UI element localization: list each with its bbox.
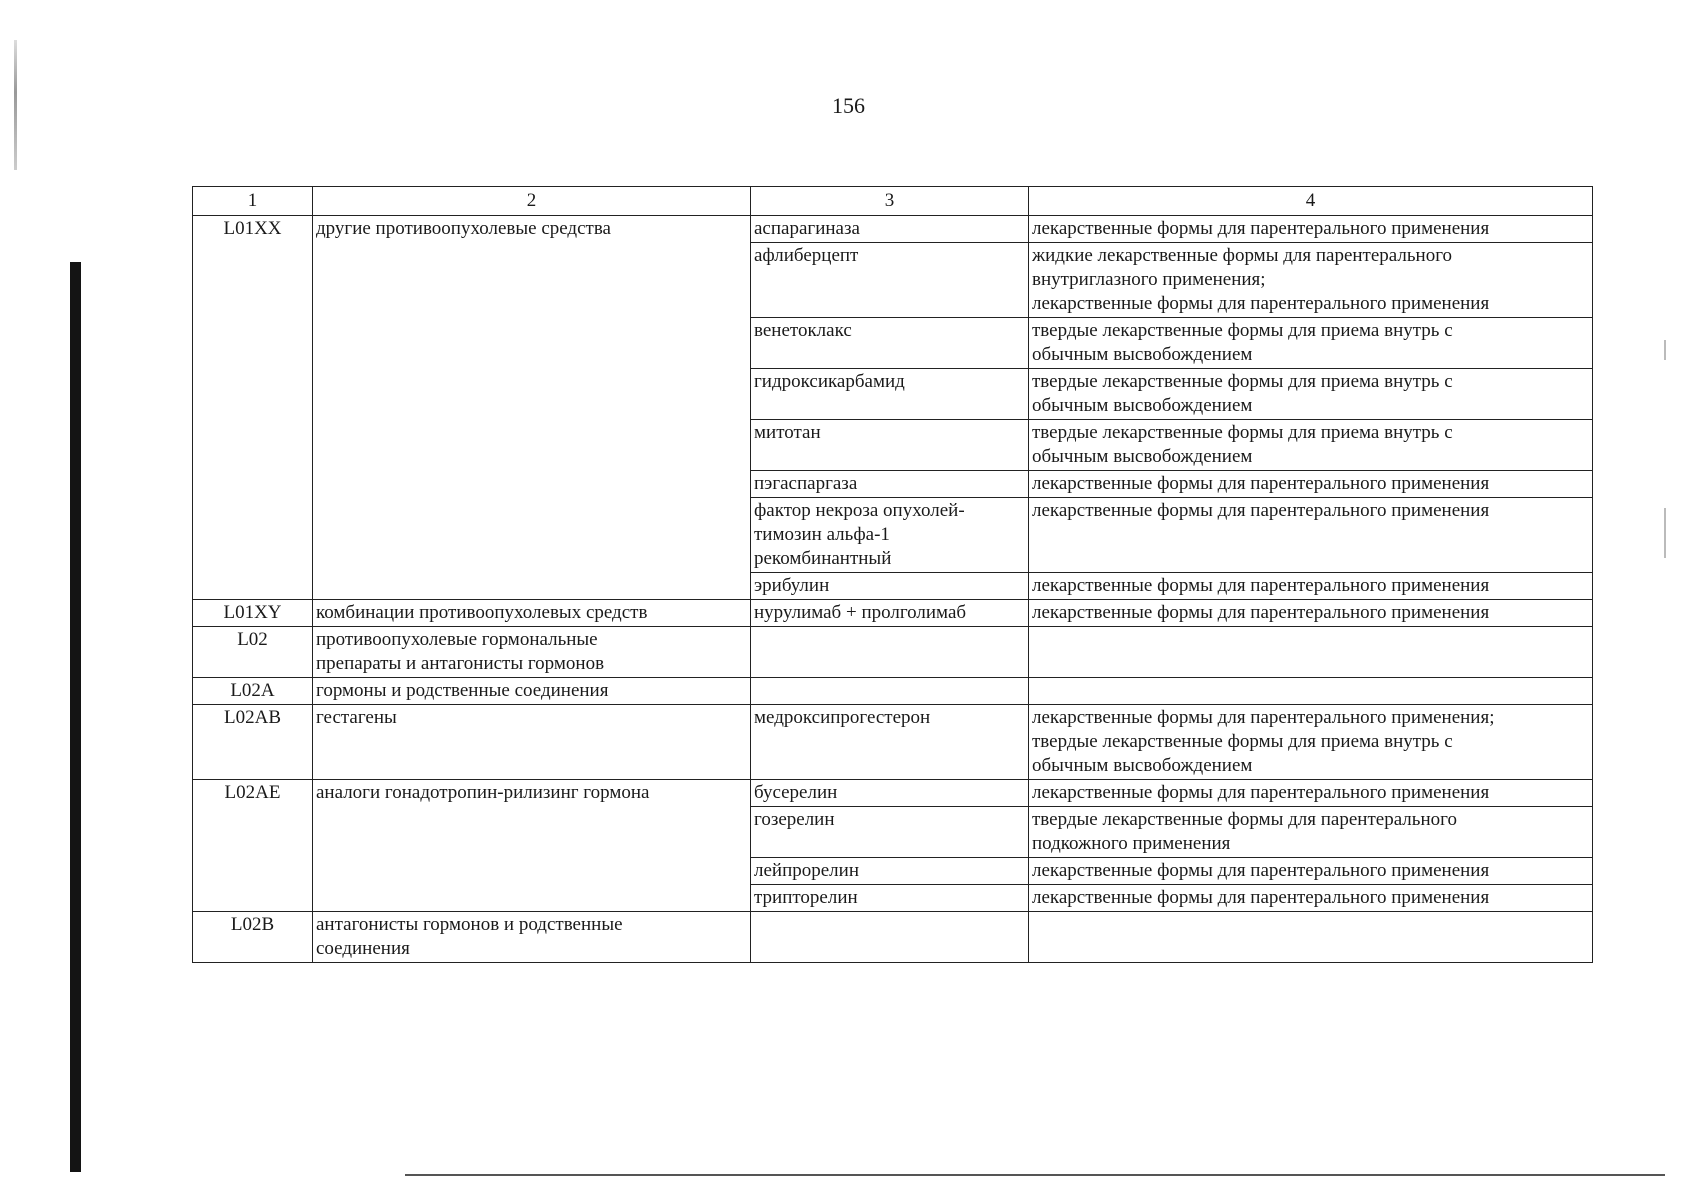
table-row <box>193 705 1593 780</box>
drug-name: митотан <box>751 420 1029 471</box>
drug-name: нурулимаб + пролголимаб <box>751 600 1029 627</box>
table-header-row <box>193 187 1593 216</box>
table-row <box>193 780 1593 807</box>
atc-group: гестагены <box>313 705 751 780</box>
dosage-form: лекарственные формы для парентерального применения <box>1029 858 1593 885</box>
column-header: 1 <box>193 187 313 216</box>
drug-name: эрибулин <box>751 573 1029 600</box>
dosage-form: твердые лекарственные формы для приема внутрь с обычным высвобождением <box>1029 369 1593 420</box>
drug-name <box>751 627 1029 678</box>
column-header: 2 <box>313 187 751 216</box>
scan-mark <box>1664 340 1666 360</box>
drug-name <box>751 678 1029 705</box>
dosage-form: лекарственные формы для парентерального применения <box>1029 498 1593 573</box>
table-row <box>193 912 1593 963</box>
drug-name <box>751 912 1029 963</box>
table-row <box>193 678 1593 705</box>
dosage-form: лекарственные формы для парентерального применения <box>1029 573 1593 600</box>
drug-name: лейпрорелин <box>751 858 1029 885</box>
dosage-form <box>1029 912 1593 963</box>
drug-name: пэгаспаргаза <box>751 471 1029 498</box>
column-header: 4 <box>1029 187 1593 216</box>
dosage-form: твердые лекарственные формы для приема внутрь с обычным высвобождением <box>1029 420 1593 471</box>
atc-code: L02B <box>193 912 313 963</box>
scan-edge-shadow <box>70 262 81 1172</box>
page-number: 156 <box>832 93 865 118</box>
dosage-form: лекарственные формы для парентерального применения; твердые лекарственные формы для приема внутрь с обычным высвобождением <box>1029 705 1593 780</box>
bottom-rule <box>405 1174 1665 1176</box>
dosage-form <box>1029 627 1593 678</box>
drug-name: гидроксикарбамид <box>751 369 1029 420</box>
table-row <box>193 627 1593 678</box>
atc-group: комбинации противоопухолевых средств <box>313 600 751 627</box>
atc-group: противоопухолевые гормональные препараты и антагонисты гормонов <box>313 627 751 678</box>
atc-code: L01XY <box>193 600 313 627</box>
dosage-form: лекарственные формы для парентерального применения <box>1029 600 1593 627</box>
drug-name: гозерелин <box>751 807 1029 858</box>
scan-mark <box>1664 508 1666 558</box>
dosage-form: жидкие лекарственные формы для парентерального внутриглазного применения; лекарственные формы для парентерального применения <box>1029 243 1593 318</box>
drug-name: фактор некроза опухолей- тимозин альфа-1 рекомбинантный <box>751 498 1029 573</box>
column-header: 3 <box>751 187 1029 216</box>
dosage-form: лекарственные формы для парентерального применения <box>1029 216 1593 243</box>
dosage-form: лекарственные формы для парентерального применения <box>1029 780 1593 807</box>
dosage-form: лекарственные формы для парентерального применения <box>1029 885 1593 912</box>
atc-group: другие противоопухолевые средства <box>313 216 751 600</box>
table-row <box>193 600 1593 627</box>
drug-name: афлиберцепт <box>751 243 1029 318</box>
atc-code: L02 <box>193 627 313 678</box>
atc-code: L02AE <box>193 780 313 912</box>
atc-group: аналоги гонадотропин-рилизинг гормона <box>313 780 751 912</box>
atc-code: L02AB <box>193 705 313 780</box>
atc-code: L01XX <box>193 216 313 600</box>
drug-name: трипторелин <box>751 885 1029 912</box>
dosage-form: твердые лекарственные формы для парентерального подкожного применения <box>1029 807 1593 858</box>
table-row <box>193 216 1593 243</box>
drug-name: аспарагиназа <box>751 216 1029 243</box>
medicine-table <box>192 186 1593 963</box>
drug-name: венетоклакс <box>751 318 1029 369</box>
atc-group: антагонисты гормонов и родственные соединения <box>313 912 751 963</box>
dosage-form: лекарственные формы для парентерального применения <box>1029 471 1593 498</box>
dosage-form: твердые лекарственные формы для приема внутрь с обычным высвобождением <box>1029 318 1593 369</box>
drug-name: медроксипрогестерон <box>751 705 1029 780</box>
atc-group: гормоны и родственные соединения <box>313 678 751 705</box>
atc-code: L02A <box>193 678 313 705</box>
drug-name: бусерелин <box>751 780 1029 807</box>
dosage-form <box>1029 678 1593 705</box>
